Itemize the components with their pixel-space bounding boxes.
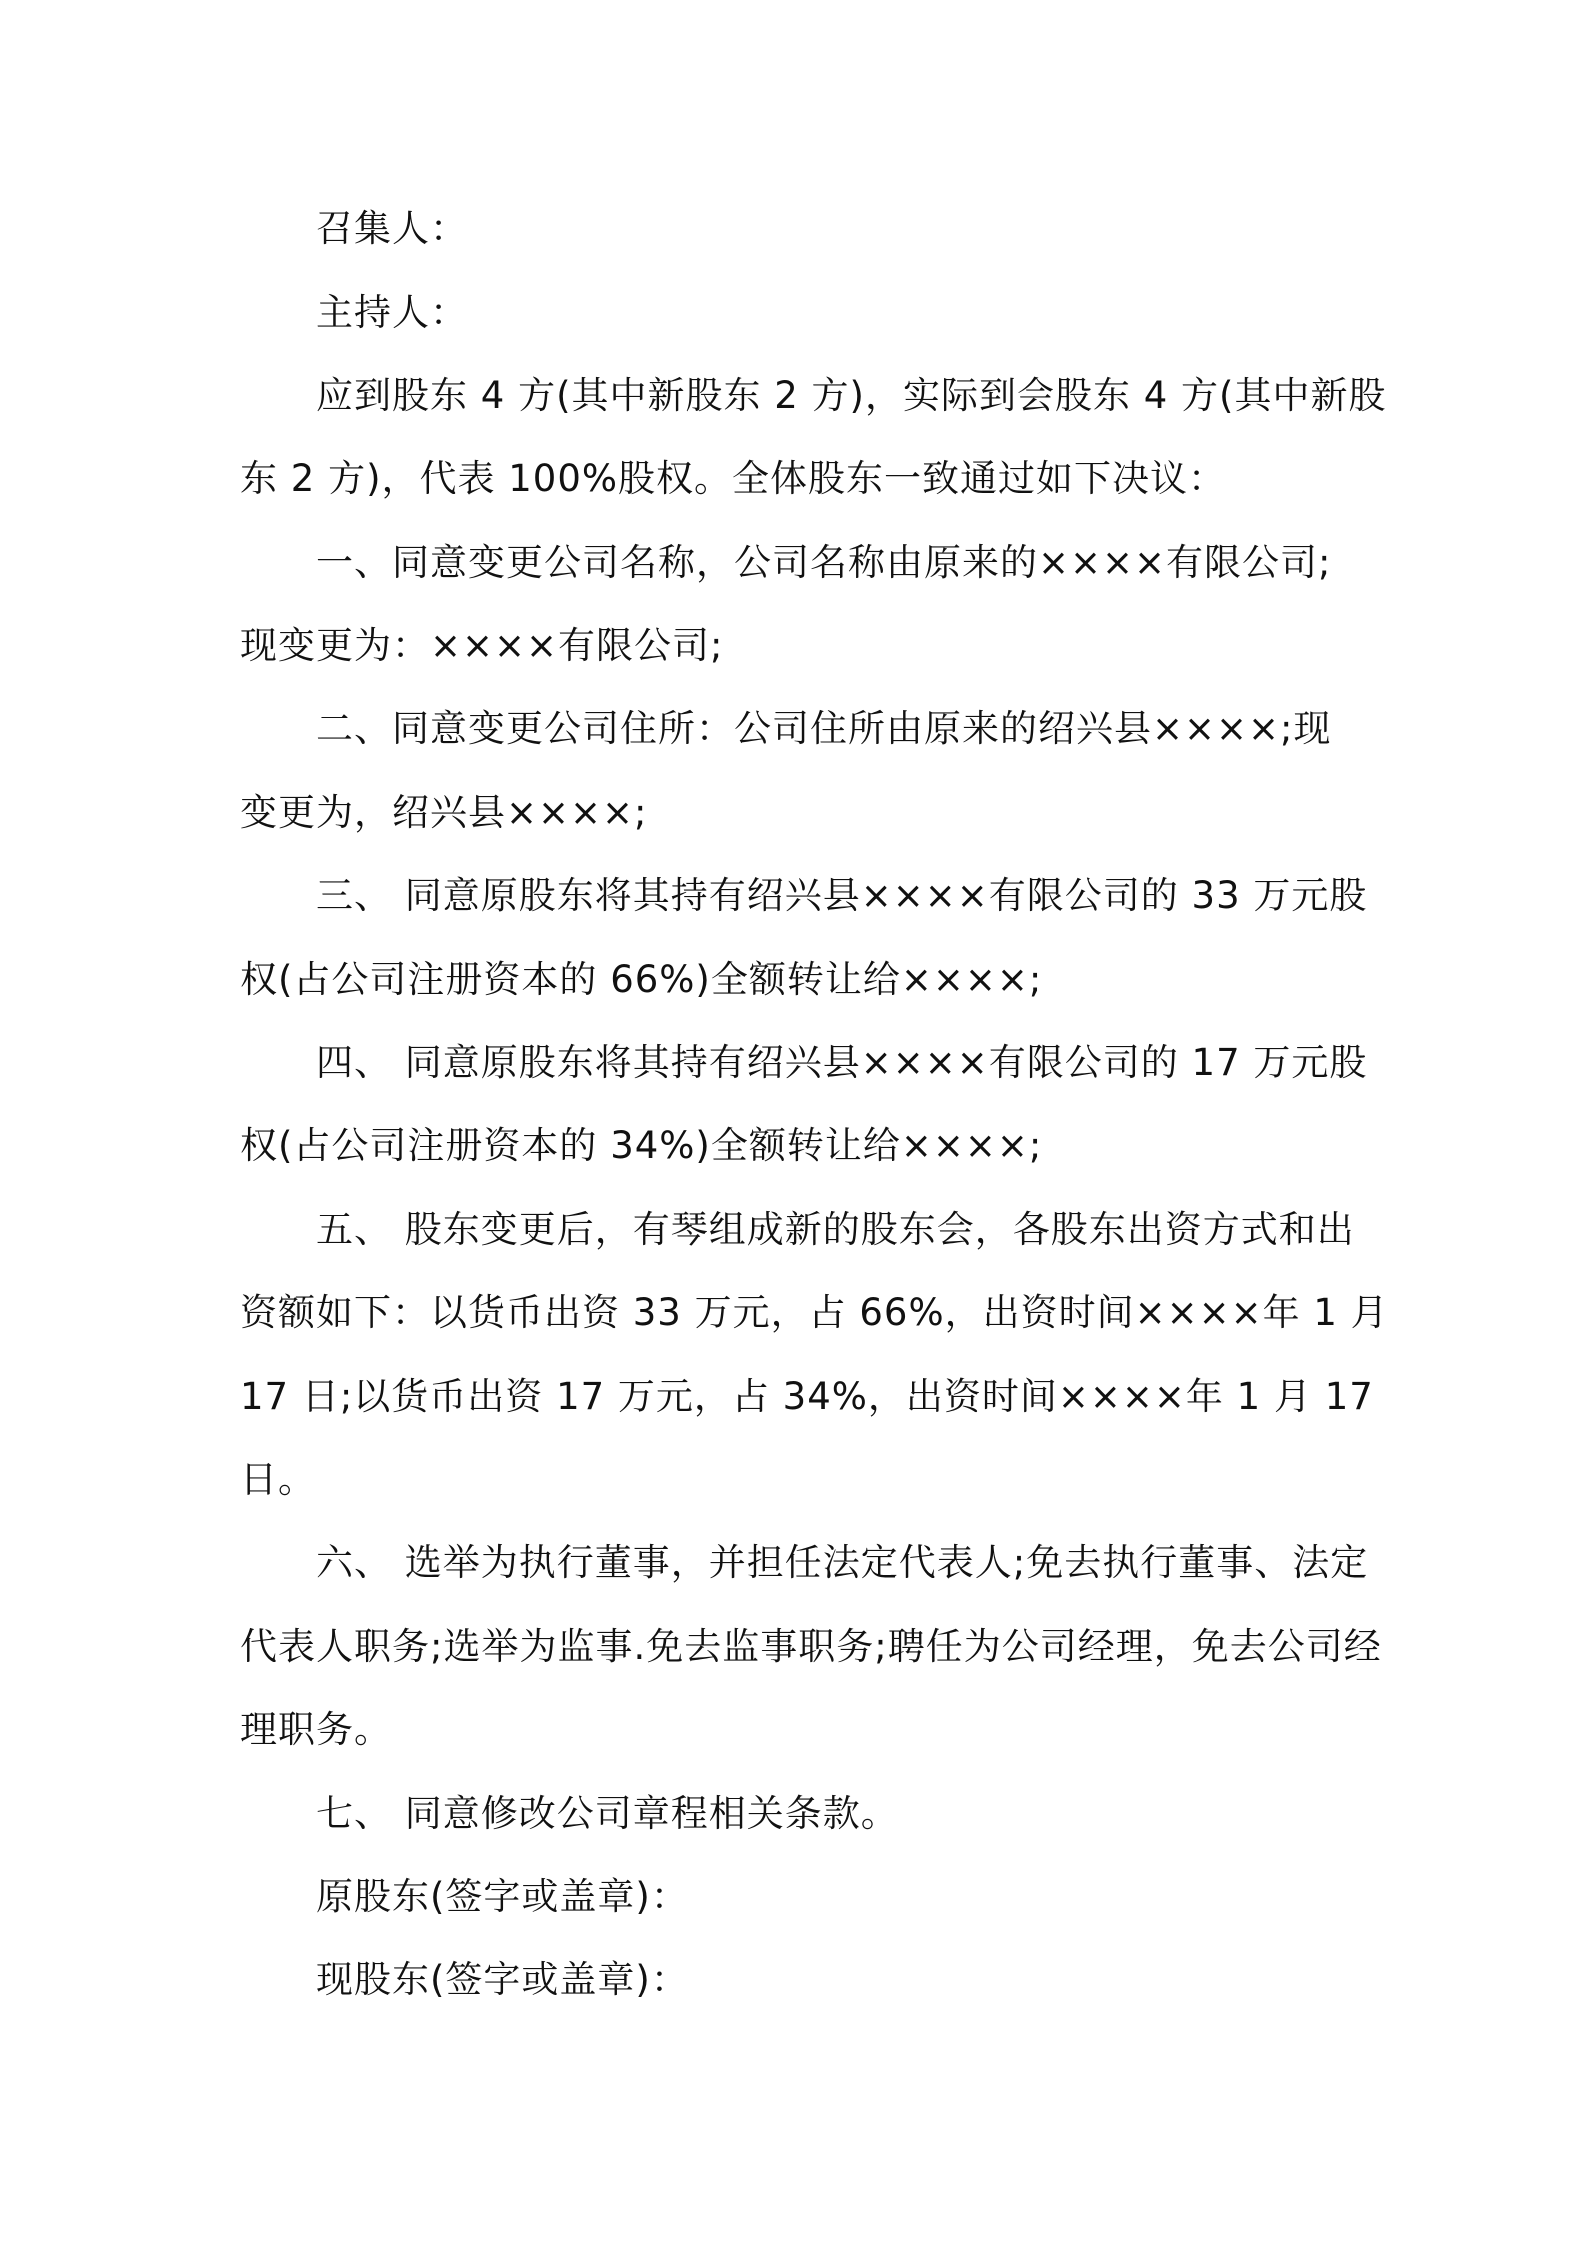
original-shareholders-signature-line: 原股东(签字或盖章)： bbox=[316, 1875, 689, 1918]
current-shareholders-signature-line: 现股东(签字或盖章)： bbox=[316, 1958, 689, 2001]
host-line: 主持人： bbox=[316, 291, 468, 334]
attendance-line-2: 东 2 方)，代表 100%股权。全体股东一致通过如下决议： bbox=[240, 457, 1227, 500]
resolution-5-line-3: 17 日;以货币出资 17 万元，占 34%，出资时间××××年 1 月 17 bbox=[240, 1375, 1374, 1418]
resolution-2-line-2: 变更为，绍兴县××××; bbox=[240, 791, 648, 834]
resolution-2-line-1: 二、同意变更公司住所：公司住所由原来的绍兴县××××;现 bbox=[316, 707, 1332, 750]
resolution-3-line-1: 三、 同意原股东将其持有绍兴县××××有限公司的 33 万元股 bbox=[316, 874, 1368, 917]
resolution-5-line-1: 五、 股东变更后，有琴组成新的股东会，各股东出资方式和出 bbox=[316, 1208, 1355, 1251]
resolution-4-line-1: 四、 同意原股东将其持有绍兴县××××有限公司的 17 万元股 bbox=[316, 1041, 1368, 1084]
resolution-5-line-2: 资额如下：以货币出资 33 万元，占 66%，出资时间××××年 1 月 bbox=[240, 1291, 1389, 1334]
resolution-6-line-1: 六、 选举为执行董事，并担任法定代表人;免去执行董事、法定 bbox=[316, 1541, 1369, 1584]
resolution-1-line-1: 一、同意变更公司名称，公司名称由原来的××××有限公司; bbox=[316, 541, 1332, 584]
resolution-7-line: 七、 同意修改公司章程相关条款。 bbox=[316, 1792, 899, 1835]
attendance-line-1: 应到股东 4 方(其中新股东 2 方)，实际到会股东 4 方(其中新股 bbox=[316, 374, 1387, 417]
resolution-6-line-2: 代表人职务;选举为监事.免去监事职务;聘任为公司经理，免去公司经 bbox=[240, 1625, 1382, 1668]
convener-line: 召集人： bbox=[316, 207, 468, 250]
resolution-6-line-3: 理职务。 bbox=[240, 1708, 392, 1751]
resolution-1-line-2: 现变更为：××××有限公司; bbox=[240, 624, 724, 667]
resolution-5-line-4: 日。 bbox=[240, 1458, 316, 1501]
resolution-4-line-2: 权(占公司注册资本的 34%)全额转让给××××; bbox=[240, 1124, 1043, 1167]
resolution-3-line-2: 权(占公司注册资本的 66%)全额转让给××××; bbox=[240, 958, 1043, 1001]
